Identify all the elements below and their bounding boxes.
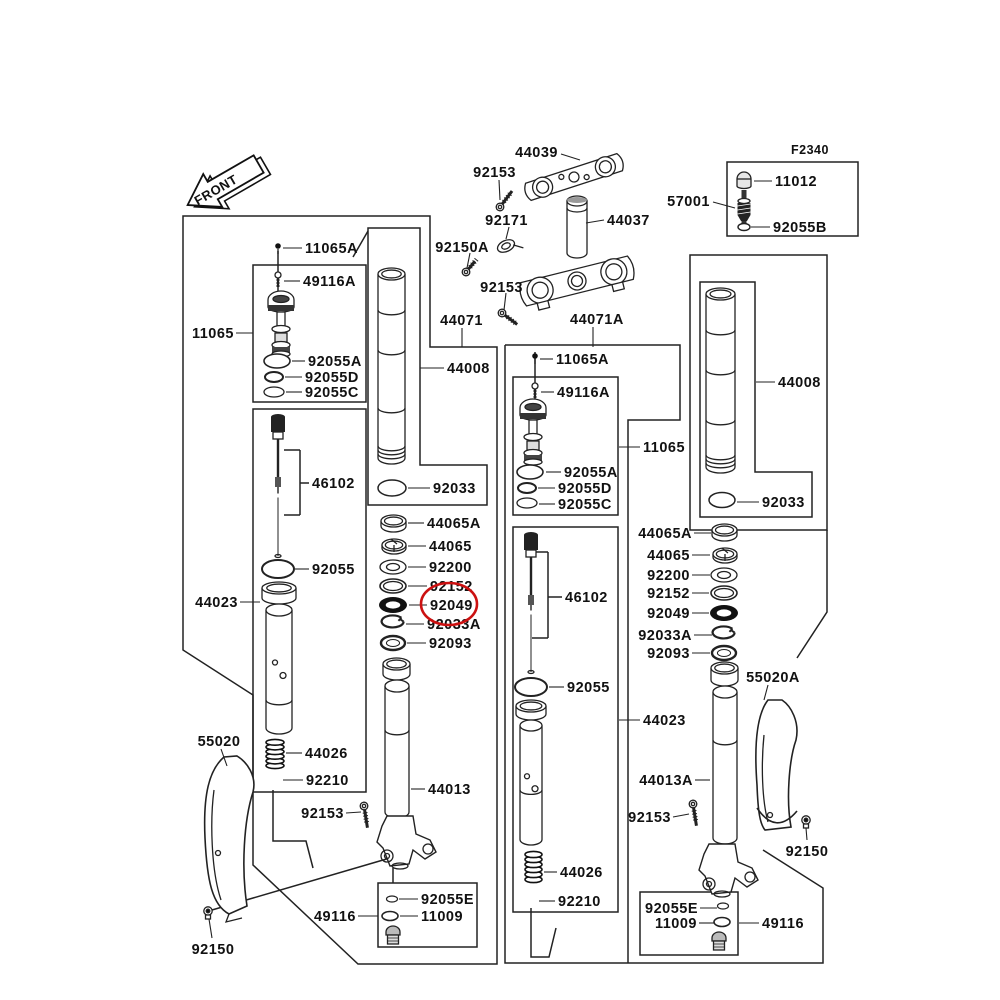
part-drawing-11009-L (382, 912, 398, 921)
part-label-44065-R: 44065 (647, 548, 690, 564)
part-drawing-92055D-R (518, 483, 536, 493)
part-drawing-92049-M (379, 597, 407, 613)
part-label-11009-L: 11009 (421, 909, 464, 925)
part-label-92033-R: 92033 (762, 495, 805, 511)
part-label-44037: 44037 (607, 213, 650, 229)
part-drawing-92152-R (711, 586, 737, 600)
part-label-46102-R: 46102 (565, 590, 608, 606)
part-label-92049-R: 92049 (647, 606, 690, 622)
part-drawing-11012 (737, 172, 751, 189)
part-drawing-92055D-L (265, 372, 283, 382)
part-drawing-44026-R (525, 851, 542, 882)
part-label-11009-R: 11009 (654, 916, 697, 932)
part-label-92093-M: 92093 (429, 636, 472, 652)
part-label-92171: 92171 (485, 213, 528, 229)
part-label-49116A-L: 49116A (303, 274, 356, 290)
part-label-44008-M: 44008 (447, 361, 490, 377)
part-label-57001: 57001 (667, 194, 710, 210)
part-label-44008-R: 44008 (778, 375, 821, 391)
part-label-92033-M: 92033 (433, 481, 476, 497)
part-drawing-44065-R (713, 548, 737, 563)
part-label-44065A-M: 44065A (427, 516, 481, 532)
part-label-92200-M: 92200 (429, 560, 472, 576)
part-label-49116-L: 49116 (313, 909, 356, 925)
part-label-92152-M: 92152 (430, 579, 473, 595)
part-label-11065-R: 11065 (643, 440, 686, 456)
part-label-92150-R: 92150 (785, 844, 829, 860)
part-label-92150A: 92150A (435, 240, 489, 256)
part-label-92210-L: 92210 (306, 773, 349, 789)
part-label-11065A-R: 11065A (556, 352, 609, 368)
part-label-92055C-R: 92055C (558, 497, 612, 513)
part-drawing-92055C-L (264, 387, 284, 397)
part-drawing-49116-L (386, 926, 400, 944)
part-drawing-44026-L (266, 739, 284, 768)
part-drawing-92033-R (709, 493, 735, 508)
part-drawing-92055C-R (517, 498, 537, 508)
part-drawing-11009-R (714, 918, 730, 927)
part-drawing-92055-R (515, 678, 547, 696)
part-label-92033A-M: 92033A (427, 617, 481, 633)
part-label-92055-L: 92055 (312, 562, 355, 578)
part-label-92055C-L: 92055C (305, 385, 359, 401)
part-label-49116A-R: 49116A (557, 385, 610, 401)
part-drawing-92152-M (380, 579, 406, 593)
part-label-92033A-R: 92033A (638, 628, 692, 644)
part-drawing-92150-R (802, 816, 810, 828)
part-label-44039: 44039 (515, 145, 558, 161)
part-label-92049-M: 92049 (430, 598, 473, 614)
part-drawing-92200-R (711, 568, 737, 582)
part-label-92055A-R: 92055A (564, 465, 618, 481)
part-label-92055A-L: 92055A (308, 354, 362, 370)
part-label-55020A: 55020A (746, 670, 800, 686)
part-label-44013A: 44013A (639, 773, 693, 789)
part-label-92153-top: 92153 (473, 165, 516, 181)
part-drawing-92055-L (262, 560, 294, 578)
part-label-44023-L: 44023 (195, 595, 238, 611)
part-drawing-92200-M (380, 560, 406, 574)
part-label-92153-R: 92153 (628, 810, 671, 826)
part-label-92055E-R: 92055E (645, 901, 698, 917)
part-label-44023-R: 44023 (643, 713, 686, 729)
part-label-f2340: F2340 (791, 143, 829, 157)
part-label-55020: 55020 (197, 734, 241, 750)
part-label-44065A-R: 44065A (638, 526, 692, 542)
part-label-92210-R: 92210 (558, 894, 601, 910)
part-label-44071: 44071 (440, 313, 483, 329)
part-label-44065-M: 44065 (429, 539, 472, 555)
front-arrow-label: FRONT (191, 171, 241, 209)
part-label-92055B: 92055B (773, 220, 827, 236)
part-drawing-92055E-L (387, 896, 398, 902)
part-label-92153-upper: 92153 (480, 280, 523, 296)
part-label-92153-M: 92153 (301, 806, 344, 822)
part-drawing-92055A-L (264, 354, 290, 368)
part-label-92200-R: 92200 (647, 568, 690, 584)
part-drawing-44065-M (382, 539, 406, 554)
part-label-44026-R: 44026 (560, 865, 603, 881)
part-drawing-92055A-R (517, 465, 543, 479)
part-label-92150-L: 92150 (191, 942, 235, 958)
part-drawing-92150-L (204, 907, 212, 919)
part-label-49116-R: 49116 (762, 916, 805, 932)
part-label-92152-R: 92152 (647, 586, 690, 602)
part-drawing-92055B (738, 224, 750, 231)
part-label-11012: 11012 (775, 174, 818, 190)
part-label-44071A: 44071A (570, 312, 624, 328)
part-label-92055-R: 92055 (567, 680, 610, 696)
part-drawing-92033-M (378, 480, 406, 496)
part-drawing-92093-R (712, 646, 736, 660)
part-drawing-92049-R (710, 605, 738, 621)
part-label-92055E-L: 92055E (421, 892, 474, 908)
part-label-92093-R: 92093 (647, 646, 690, 662)
part-label-46102-L: 46102 (312, 476, 355, 492)
part-label-11065A-L: 11065A (305, 241, 358, 257)
part-label-92055D-R: 92055D (558, 481, 612, 497)
part-label-11065-L: 11065 (191, 326, 234, 342)
part-label-92055D-L: 92055D (305, 370, 359, 386)
part-drawing-92093-M (381, 636, 405, 650)
part-drawing-92055E-R (718, 903, 729, 909)
part-label-44026-L: 44026 (305, 746, 348, 762)
part-drawing-49116-R (712, 932, 726, 950)
part-label-44013: 44013 (428, 782, 471, 798)
